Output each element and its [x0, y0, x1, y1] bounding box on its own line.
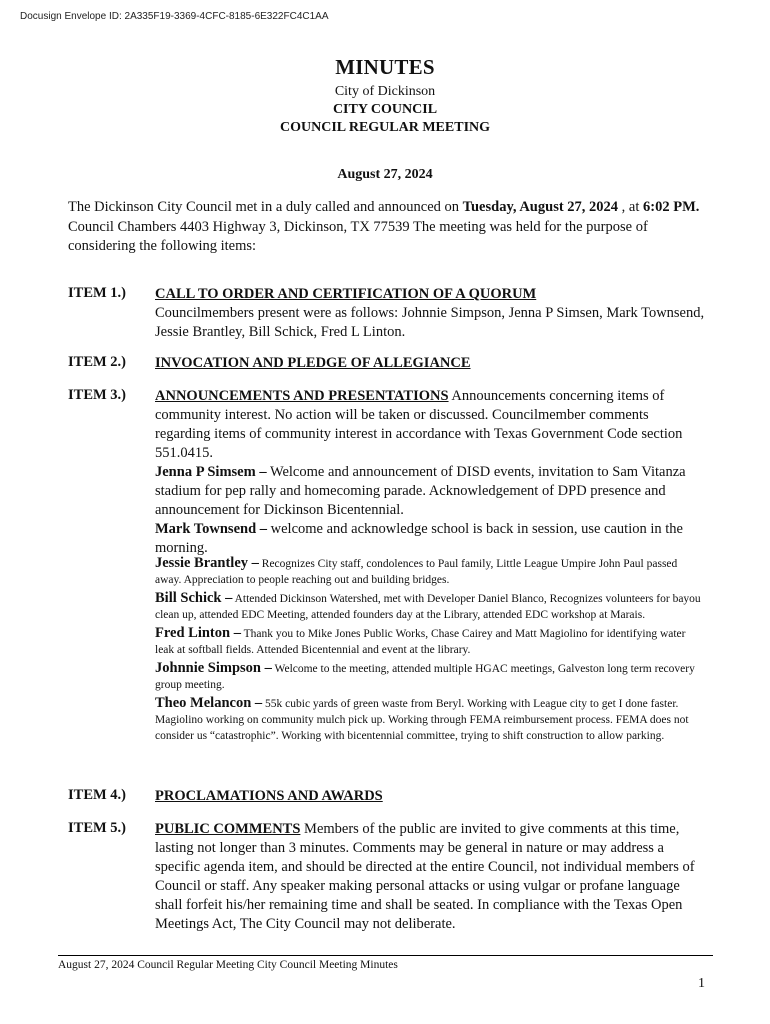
remark-name: Theo Melancon –: [155, 695, 263, 711]
council-name: CITY COUNCIL: [332, 102, 438, 117]
item-2-label: ITEM 2.): [68, 354, 126, 370]
item-3-content: [155, 387, 705, 558]
item-4-content: [155, 787, 705, 806]
item-5-content: [155, 820, 705, 934]
meeting-type: COUNCIL REGULAR MEETING: [279, 120, 491, 135]
item-2-content: [155, 354, 705, 373]
item-5-text: Members of the public are invited to give comments at this time, lasting not longer than 3 minutes. Comments may be general in nature or may address a specific agenda item, and should be directed at the entire Council, not individual members of Council or staff. Any speaker making personal attacks or using vulgar or profane language shall forfeit his/her remaining time and shall be seated. In compliance with the Texas Open Meetings Act, The City Council may not deliberate.: [155, 821, 695, 932]
intro-paragraph: [68, 198, 708, 257]
remark-text: Welcome and announcement of DISD events, invitation to Sam Vitanza stadium for pep rally and homecoming parade. Acknowledgement of DPD presence and announcement for Dickinson Bicentennial.: [155, 464, 686, 518]
intro-text-1: The Dickinson City Council met in a duly called and announced on: [68, 199, 463, 215]
item-1-text: Councilmembers present were as follows: Johnnie Simpson, Jenna P Simsen, Mark Townsend, Jessie Brantley, Bill Schick, Fred L Linton.: [155, 305, 705, 340]
footer-divider: [58, 955, 713, 956]
remark-name: Mark Townsend –: [155, 521, 268, 537]
intro-date: Tuesday, August 27, 2024: [462, 199, 619, 215]
meeting-date: August 27, 2024: [337, 167, 433, 182]
item-2-heading: INVOCATION AND PLEDGE OF ALLEGIANCE: [155, 355, 471, 371]
footer-text: August 27, 2024 Council Regular Meeting City Council Meeting Minutes: [58, 959, 398, 971]
item-3-text: Announcements concerning items of community interest. No action will be taken or discussed. Councilmember comments regarding items of community interest in accordance with Texas Government Code section 551.0415.: [155, 388, 683, 461]
intro-text-2: , at: [618, 199, 644, 215]
remark-name: Bill Schick –: [155, 590, 233, 606]
remark-text: welcome and acknowledge school is back in session, use caution in the morning.: [155, 521, 683, 556]
page-number: 1: [698, 976, 705, 991]
intro-text-3: Council Chambers 4403 Highway 3, Dickinson, TX 77539 The meeting was held for the purpose of considering the following items:: [68, 218, 648, 254]
item-4-label: ITEM 4.): [68, 787, 126, 803]
remark-text: Thank you to Mike Jones Public Works, Chase Cairey and Matt Magiolino for identifying water leak at softball fields. Attended Bicentennial and event at the library.: [155, 628, 686, 656]
remark-text: 55k cubic yards of green waste from Beryl. Working with League city to get I done faster. Magiolino working on community mulch pick up. Working through FEMA reimbursement process. FEMA does not consider us “catastrophic”. Working with bicentennial committee, trying to shift construction to allow parking.: [155, 698, 689, 742]
envelope-id: Docusign Envelope ID: 2A335F19-3369-4CFC-8185-6E322FC4C1AA: [20, 11, 329, 22]
remark-name: Fred Linton –: [155, 625, 241, 641]
remark-text: Attended Dickinson Watershed, met with Developer Daniel Blanco, Recognizes volunteers for bayou clean up, attended EDC Meeting, attended founders day at the Library, attended EDC workshop at Marais.: [155, 593, 701, 621]
document-title: MINUTES: [335, 55, 435, 79]
intro-time: 6:02 PM.: [643, 199, 700, 215]
item-3-heading: ANNOUNCEMENTS AND PRESENTATIONS: [155, 388, 449, 404]
remark-text: Welcome to the meeting, attended multiple HGAC meetings, Galveston long term recovery group meeting.: [155, 663, 695, 691]
item-3-label: ITEM 3.): [68, 387, 126, 403]
city-name: City of Dickinson: [334, 84, 436, 99]
item-1-content: [155, 285, 705, 342]
item-1-heading: CALL TO ORDER AND CERTIFICATION OF A QUORUM: [155, 286, 537, 302]
remark-text: Recognizes City staff, condolences to Paul family, Little League Umpire John Paul passed away. Appreciation to people reaching out and building bridges.: [155, 558, 678, 586]
remark-name: Jenna P Simsem –: [155, 464, 267, 480]
remark-name: Johnnie Simpson –: [155, 660, 272, 676]
item-5-label: ITEM 5.): [68, 820, 126, 836]
remark-name: Jessie Brantley –: [155, 555, 259, 571]
item-1-label: ITEM 1.): [68, 285, 126, 301]
item-3-remarks-small: [155, 555, 705, 744]
item-5-heading: PUBLIC COMMENTS: [155, 821, 301, 837]
item-4-heading: PROCLAMATIONS AND AWARDS: [155, 788, 383, 804]
